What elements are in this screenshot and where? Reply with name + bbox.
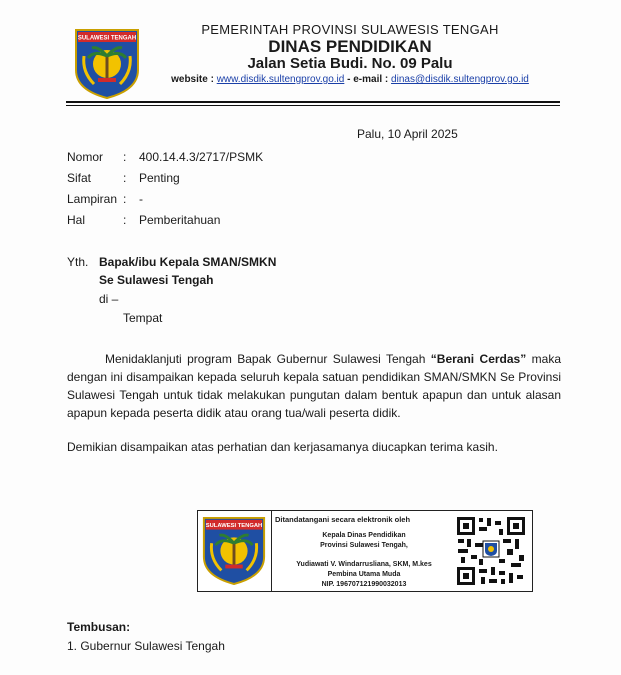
- sulawesi-tengah-emblem-icon: [72, 26, 142, 100]
- contact-separator: -: [347, 74, 351, 85]
- addressee-line: Se Sulawesi Tengah: [99, 273, 214, 287]
- meta-row: [67, 192, 143, 206]
- body-text: maka dengan ini disampaikan kepada seluruh kepala satuan pendidikan SMAN/SMKN Se Provinsi Sulawesi Tengah untuk tidak melakukan pungutan dalam bentuk apapun dan untuk alasan apapun kepada peserta didik atau orang tua/wali peserta didik.: [67, 352, 561, 420]
- meta-row: [67, 213, 220, 227]
- signer-name: Yudiawati V. Windarrusliana, SKM, M.kes: [296, 561, 432, 568]
- website-label: website :: [171, 74, 214, 85]
- meta-row: [67, 150, 263, 164]
- logo-text: SULAWESI TENGAH: [77, 35, 137, 42]
- qr-code-icon[interactable]: [455, 515, 527, 587]
- email-link[interactable]: dinas@disdik.sultengprov.go.id: [391, 74, 529, 85]
- tembusan-title: Tembusan:: [67, 620, 131, 634]
- tembusan-item: 1. Gubernur Sulawesi Tengah: [67, 639, 225, 653]
- meta-key: Hal: [67, 213, 86, 227]
- signature-emblem-icon: [200, 514, 268, 586]
- signed-electronically: Ditandatangani secara elektronik oleh: [275, 515, 411, 524]
- addressee-place: Tempat: [123, 311, 163, 325]
- header-rule-thick: [66, 101, 560, 103]
- addressee-line: Bapak/ibu Kepala SMAN/SMKN: [99, 255, 277, 269]
- meta-key: Nomor: [67, 150, 104, 164]
- signer-role: Kepala Dinas Pendidikan: [322, 532, 406, 539]
- header-contact: [140, 74, 560, 85]
- letter-date: Palu, 10 April 2025: [357, 127, 458, 141]
- signer-nip: NIP. 196707121990032013: [321, 581, 407, 588]
- meta-key: Sifat: [67, 171, 92, 185]
- meta-value: 400.14.4.3/2717/PSMK: [139, 150, 264, 164]
- body-text: Menidaklanjuti program Bapak Gubernur Sulawesi Tengah: [105, 352, 431, 366]
- header-office: DINAS PENDIDIKAN: [268, 37, 432, 56]
- meta-colon: :: [123, 150, 127, 164]
- signature-divider: [271, 510, 272, 592]
- body-paragraph: [67, 350, 561, 422]
- header-address: Jalan Setia Budi. No. 09 Palu: [247, 55, 453, 72]
- meta-value: -: [139, 192, 143, 206]
- website-link[interactable]: www.disdik.sultengprov.go.id: [216, 74, 345, 85]
- meta-colon: :: [123, 213, 127, 227]
- meta-colon: :: [123, 171, 127, 185]
- signature-details: [275, 512, 453, 590]
- meta-row: [67, 171, 180, 185]
- addressee-line: di –: [99, 292, 119, 306]
- signature-logo-text: SULAWESI TENGAH: [205, 523, 263, 530]
- meta-value: Pemberitahuan: [139, 213, 221, 227]
- meta-key: Lampiran: [67, 192, 118, 206]
- email-label: e-mail :: [353, 74, 389, 85]
- addressee-salutation: Yth.: [67, 255, 89, 269]
- meta-value: Penting: [139, 171, 180, 185]
- signer-rank: Pembina Utama Muda: [327, 571, 401, 578]
- closing-paragraph: Demikian disampaikan atas perhatian dan kerjasamanya diucapkan terima kasih.: [67, 440, 498, 454]
- header-rule-thin: [66, 105, 560, 106]
- signer-role: Provinsi Sulawesi Tengah,: [320, 542, 408, 549]
- header-government: PEMERINTAH PROVINSI SULAWESIS TENGAH: [201, 22, 499, 37]
- meta-colon: :: [123, 192, 127, 206]
- program-name: “Berani Cerdas”: [430, 352, 527, 366]
